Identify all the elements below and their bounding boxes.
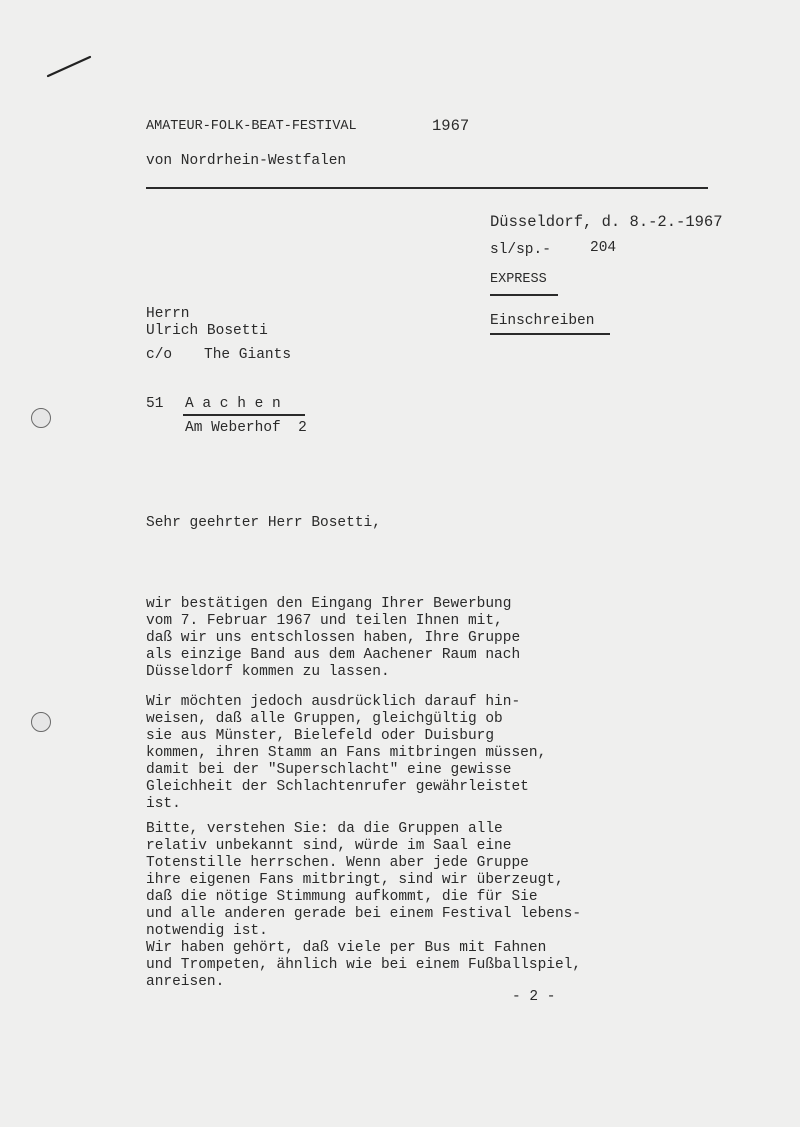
city-underline [183,414,305,416]
page-marker: - 2 - [512,989,556,1005]
recipient-salutation: Herrn [146,306,190,322]
recipient-band: The Giants [204,347,292,363]
express-label: EXPRESS [490,272,547,287]
punch-hole-bottom [31,712,51,732]
recipient-care-of: c/o [146,347,173,363]
letterhead-rule [146,187,708,189]
festival-year: 1967 [432,117,470,135]
paragraph-text: Wir möchten jedoch ausdrücklich darauf hin- weisen, daß alle Gruppen, gleichgültig ob sie aus Münster, Bielefeld oder Duisburg kommen, ihren Stamm an Fans mitbringen müssen, damit bei der "Superschlacht" eine gewisse Gleichheit der Schlachtenrufer gewährleistet ist. [146,694,547,812]
registered-underline [490,333,610,335]
registered-label: Einschreiben [490,313,595,329]
recipient-name: Ulrich Bosetti [146,323,268,339]
recipient-street: Am Weberhof 2 [185,420,307,436]
paragraph-text: wir bestätigen den Eingang Ihrer Bewerbung vom 7. Februar 1967 und teilen Ihnen mit, daß wir uns entschlossen haben, Ihre Gruppe als einzige Band aus dem Aachener Raum nach Düsseldorf kommen zu lassen. [146,596,521,680]
paragraph-text: Bitte, verstehen Sie: da die Gruppen alle relativ unbekannt sind, würde im Saal eine Totenstille herrschen. Wenn aber jede Gruppe ihre eigenen Fans mitbringt, sind wir überzeugt, daß die nötige Stimmung aufkommt, die für Sie und alle anderen gerade bei einem Festival lebens- notwendig ist. Wir haben gehört, daß viele per Bus mit Fahnen und Trompeten, ähnlich wie bei einem Fußballspiel, anreisen. [146,821,582,990]
reference-number: 204 [590,240,617,256]
festival-title: AMATEUR-FOLK-BEAT-FESTIVAL [146,119,357,134]
reference-code: sl/sp.- [490,242,551,258]
recipient-city: A a c h e n [185,396,281,412]
festival-region: von Nordrhein-Westfalen [146,153,347,169]
express-underline [490,294,558,296]
place-date: Düsseldorf, d. 8.-2.-1967 [490,213,723,231]
letter-greeting: Sehr geehrter Herr Bosetti, [146,515,381,531]
punch-hole-top [31,408,51,428]
recipient-postcode: 51 [146,396,164,412]
pen-stroke-mark [46,54,92,80]
